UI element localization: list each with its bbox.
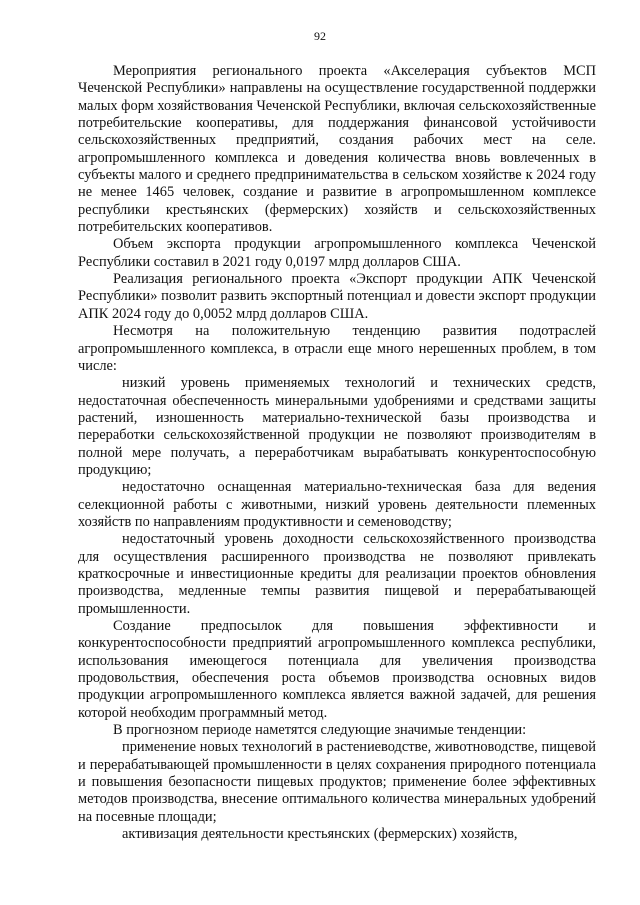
body-text [78,63,596,843]
paragraph-problem-breeding: недостаточно оснащенная материально-техническая база для ведения селекционной работы с животными, низкий уровень деятельности племенных хозяйств по направлениям продуктивности и семеноводству; [78,479,596,530]
paragraph-trend-technologies: применение новых технологий в растениеводстве, животноводстве, пищевой и перерабатывающей промышленности в целях сохранения природного потенциала и повышения безопасности пищевых продуктов; применение более эффективных методов производства, внесение оптимального количества минеральных удобрений на посевные площади; [78,739,596,825]
paragraph-problem-technology: низкий уровень применяемых технологий и технических средств, недостаточная обеспеченность минеральными удобрениями и средствами защиты растений, изношенность материально-технической базы производства и переработки сельскохозяйственной продукции не позволяют производителям в полной мере получать, а переработчикам вырабатывать конкурентоспособную продукцию; [78,375,596,478]
paragraph-program-method: Создание предпосылок для повышения эффективности и конкурентоспособности предприятий агропромышленного комплекса республики, использования имеющегося потенциала для увеличения производства продовольствия, обеспечения роста объемов производства основных видов продукции агропромышленного комплекса является важной задачей, для решения которой необходим программный метод. [78,618,596,721]
paragraph-trend-farms: активизация деятельности крестьянских (фермерских) хозяйств, [122,826,518,843]
paragraph-problems-intro: Несмотря на положительную тенденцию развития подотраслей агропромышленного комплекса, в отрасли еще много нерешенных проблем, в том числе: [78,323,596,374]
paragraph-msp-acceleration: Мероприятия регионального проекта «Акселерация субъектов МСП Чеченской Республики» направлены на осуществление государственной поддержки малых форм хозяйствования Чеченской Республики, включая сельскохозяйственные потребительские кооперативы, для поддержания финансовой устойчивости сельскохозяйственных предприятий, создания рабочих мест на селе. агропромышленного комплекса и доведения количества вновь вовлеченных в субъекты малого и среднего предпринимательства в сельском хозяйстве к 2024 году не менее 1465 человек, создание и развитие в агропромышленном комплексе республики крестьянских (фермерских) хозяйств и сельскохозяйственных потребительских кооперативов. [78,63,596,236]
paragraph-export-volume: Объем экспорта продукции агропромышленного комплекса Чеченской Республики составил в 2021 году 0,0197 млрд долларов США. [78,236,596,270]
paragraph-problem-profitability: недостаточный уровень доходности сельскохозяйственного производства для осуществления расширенного производства не позволяют привлекать краткосрочные и инвестиционные кредиты для реализации проектов обновления производства, медленные темпы развития пищевой и перерабатывающей промышленности. [78,531,596,617]
page-number: 92 [314,29,326,43]
paragraph-trends-intro: В прогнозном периоде наметятся следующие значимые тенденции: [113,722,527,739]
paragraph-export-project: Реализация регионального проекта «Экспорт продукции АПК Чеченской Республики» позволит развить экспортный потенциал и довести экспорт продукции АПК 2024 году до 0,0052 млрд долларов США. [78,271,596,322]
